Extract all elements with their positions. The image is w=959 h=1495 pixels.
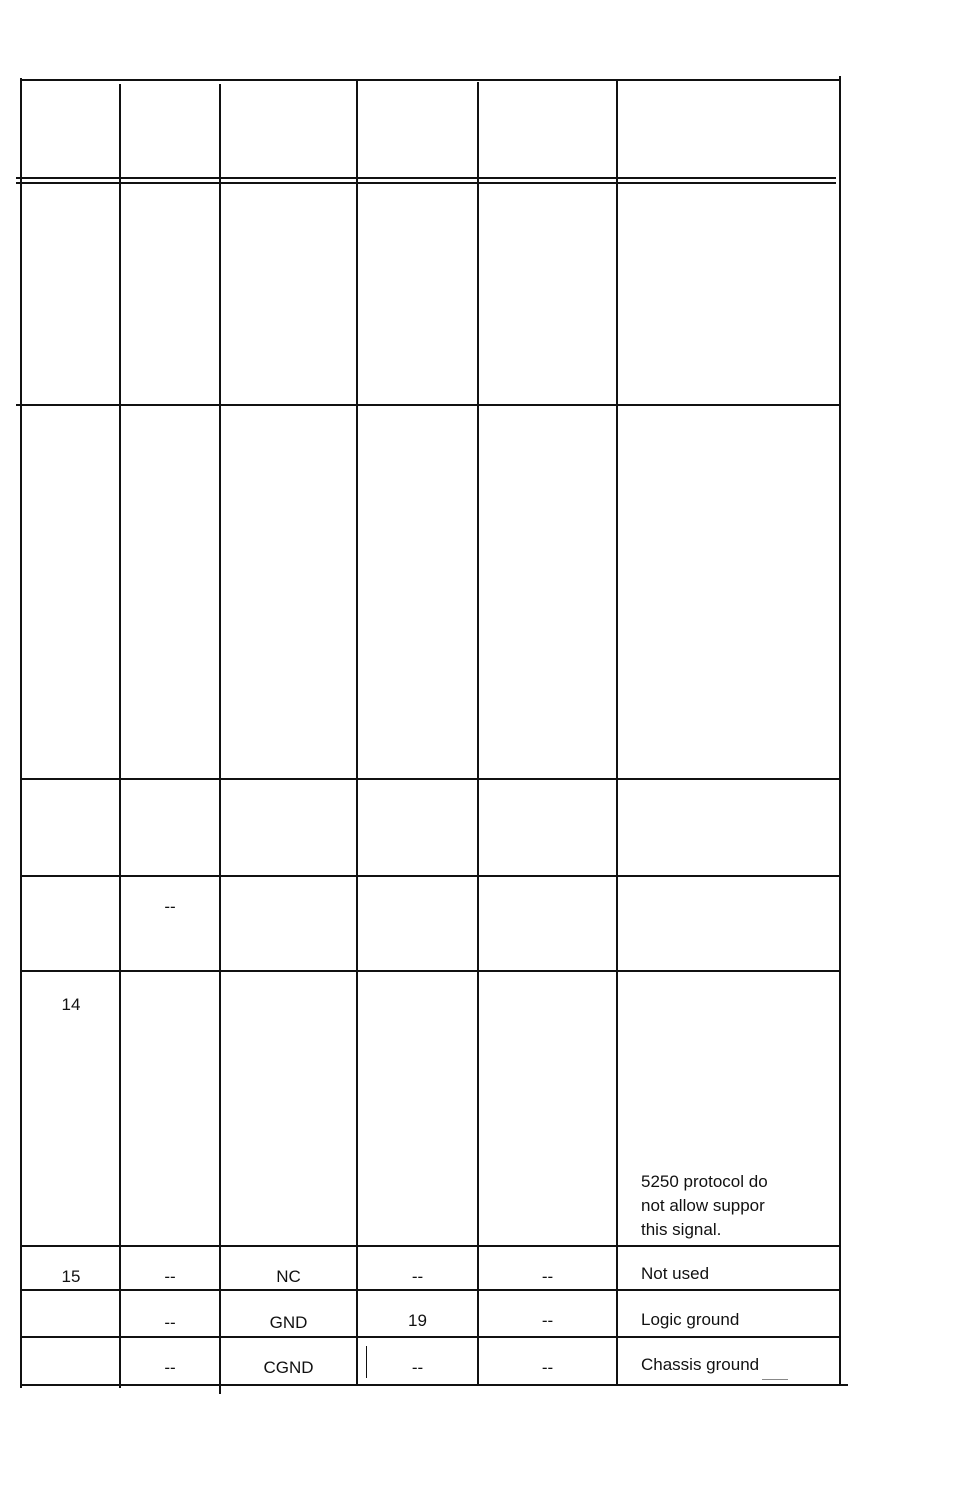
row-divider bbox=[20, 1245, 841, 1247]
table-cell-c2: -- bbox=[164, 897, 176, 916]
table-cell-signal: CGND bbox=[263, 1358, 314, 1377]
table-cell-c4: -- bbox=[411, 1267, 424, 1286]
table-cell-c5: -- bbox=[541, 1267, 554, 1286]
column-divider bbox=[119, 84, 121, 1388]
row-divider bbox=[16, 404, 841, 406]
header-double-rule-bottom bbox=[16, 182, 836, 184]
table-left-border bbox=[20, 78, 22, 1388]
table-cell-desc: Chassis ground bbox=[641, 1355, 760, 1374]
table-cell-c2: -- bbox=[164, 1358, 176, 1377]
row-divider bbox=[20, 1289, 841, 1291]
column-divider bbox=[356, 80, 358, 1386]
row-divider bbox=[20, 1336, 841, 1338]
table-cell-c4: 19 bbox=[408, 1311, 427, 1330]
table-cell-c5: -- bbox=[541, 1358, 554, 1377]
table-top-border bbox=[20, 79, 841, 81]
table-cell-desc: Not used bbox=[641, 1264, 710, 1283]
column-divider bbox=[477, 82, 479, 1386]
table-cell-c2: -- bbox=[164, 1313, 176, 1332]
table-cell-desc-line: this signal. bbox=[641, 1220, 722, 1239]
row-divider bbox=[20, 875, 841, 877]
table-cell-pin: 15 bbox=[61, 1267, 81, 1286]
table-cell-c5: -- bbox=[541, 1311, 554, 1330]
table-cell-desc: Logic ground bbox=[641, 1310, 740, 1329]
table-cell-signal: GND bbox=[269, 1313, 308, 1332]
column-divider bbox=[219, 84, 221, 1394]
row-divider bbox=[20, 778, 841, 780]
table-right-border bbox=[839, 76, 841, 1386]
header-double-rule-top bbox=[16, 177, 836, 179]
table-cell-desc-line: 5250 protocol do bbox=[641, 1172, 768, 1191]
row-divider bbox=[20, 970, 841, 972]
table-bottom-border bbox=[20, 1384, 848, 1386]
table-cell-c2: -- bbox=[164, 1267, 176, 1286]
table-cell-pin: 14 bbox=[61, 995, 81, 1014]
scan-mark bbox=[762, 1379, 788, 1380]
table-cell-c4: -- bbox=[411, 1358, 424, 1377]
column-divider bbox=[616, 80, 618, 1386]
table-cell-desc-line: not allow suppor bbox=[641, 1196, 765, 1215]
table-cell-signal: NC bbox=[276, 1267, 301, 1286]
